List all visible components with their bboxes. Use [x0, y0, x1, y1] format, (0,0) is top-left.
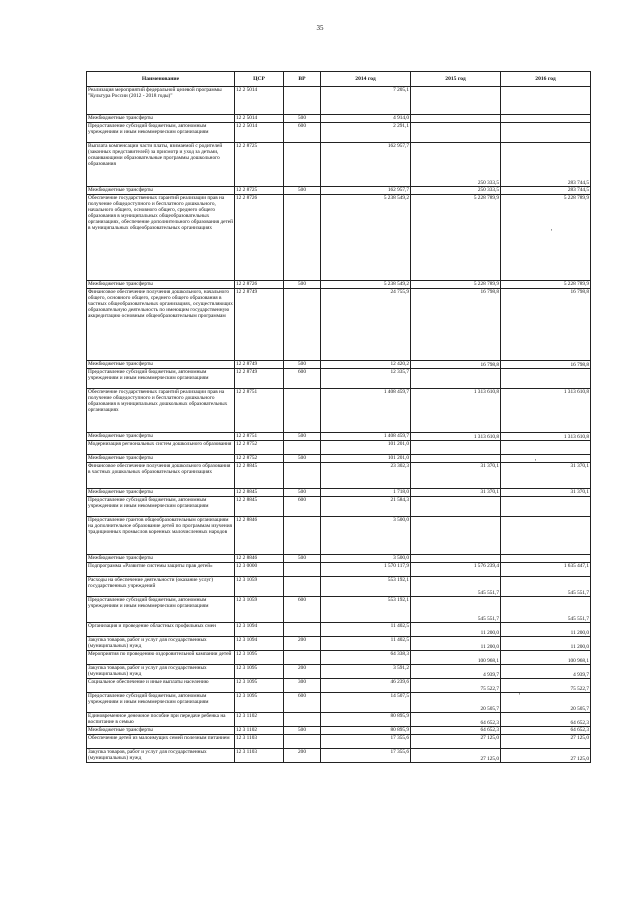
- cell-vr: 600: [284, 369, 321, 389]
- table-row: [87, 497, 591, 517]
- page-number: 35: [316, 24, 324, 32]
- cell-y2015: 20 505,7: [411, 693, 501, 713]
- table-row: [87, 369, 591, 389]
- cell-y2014: 80 895,9: [321, 713, 411, 727]
- cell-y2015: 27 125,0: [411, 735, 501, 749]
- table-row: [87, 87, 591, 115]
- cell-y2015: 31 370,1: [411, 463, 501, 489]
- table-row: [87, 463, 591, 489]
- cell-vr: 300: [284, 679, 321, 693]
- cell-vr: 500: [284, 555, 321, 563]
- cell-y2015: [411, 369, 501, 389]
- table-row: [87, 389, 591, 433]
- cell-vr: 500: [284, 433, 321, 441]
- cell-y2015: 64 652,3: [411, 713, 501, 727]
- cell-y2016: 5 228 789,9: [501, 281, 591, 289]
- table-row: [87, 289, 591, 361]
- cell-vr: [284, 577, 321, 597]
- cell-y2015: 5 228 789,9: [411, 281, 501, 289]
- cell-csr: 12 2 8749: [235, 361, 284, 369]
- cell-name: Обеспечение государственных гарантий реализации прав на получение общедоступного и бесплатного дошкольного образования в муниципальных дошкольных образовательных организациях: [87, 389, 235, 433]
- cell-y2016: [501, 455, 591, 463]
- cell-name: Расходы на обеспечение деятельности (оказание услуг) государственных учреждений: [87, 577, 235, 597]
- cell-y2016: 1 313 610,8: [501, 389, 591, 433]
- cell-y2015: 1 313 610,8: [411, 389, 501, 433]
- table-row: [87, 623, 591, 637]
- cell-y2014: 23 302,3: [321, 463, 411, 489]
- cell-name: Закупка товаров, работ и услуг для государственных (муниципальных) нужд: [87, 749, 235, 763]
- cell-vr: [284, 735, 321, 749]
- cell-csr: 12 2 8752: [235, 441, 284, 455]
- cell-y2015: [411, 87, 501, 115]
- cell-name: Предоставление субсидий бюджетным, автономным учреждениям и иным некоммерческим организациям: [87, 497, 235, 517]
- cell-y2016: 4 939,7: [501, 665, 591, 679]
- cell-y2016: [501, 115, 591, 123]
- cell-csr: 12 3 1094: [235, 637, 284, 651]
- cell-y2015: 31 370,1: [411, 489, 501, 497]
- cell-csr: 12 2 8725: [235, 143, 284, 187]
- cell-y2016: 11 200,0: [501, 623, 591, 637]
- cell-y2015: 11 200,0: [411, 623, 501, 637]
- cell-y2014: 80 895,9: [321, 727, 411, 735]
- cell-y2015: [411, 555, 501, 563]
- cell-vr: 500: [284, 455, 321, 463]
- cell-y2016: [501, 441, 591, 455]
- cell-csr: 12 3 1094: [235, 623, 284, 637]
- pen-mark: ꞌ: [535, 459, 537, 465]
- cell-y2016: 283 744,5: [501, 143, 591, 187]
- cell-y2014: 64 338,3: [321, 651, 411, 665]
- table-row: [87, 455, 591, 463]
- table-row: [87, 727, 591, 735]
- cell-name: Предоставление субсидий бюджетным, автономным учреждениям и иным некоммерческим организациям: [87, 693, 235, 713]
- cell-name: Единовременное денежное пособие при передаче ребенка на воспитание в семью: [87, 713, 235, 727]
- cell-y2016: 75 522,7: [501, 679, 591, 693]
- cell-y2016: 31 370,1: [501, 463, 591, 489]
- table-row: [87, 637, 591, 651]
- cell-csr: 12 2 8752: [235, 455, 284, 463]
- cell-name: Предоставление субсидий бюджетным, автономным учреждениям и иным некоммерческим организациям: [87, 123, 235, 143]
- cell-vr: [284, 623, 321, 637]
- table-row: [87, 361, 591, 369]
- cell-csr: 12 3 1095: [235, 651, 284, 665]
- cell-y2016: [501, 497, 591, 517]
- cell-name: Межбюджетные трансферты: [87, 727, 235, 735]
- cell-vr: [284, 517, 321, 555]
- cell-y2016: 5 228 789,9: [501, 195, 591, 281]
- cell-y2014: 5 238 549,2: [321, 195, 411, 281]
- table-header-row: [87, 72, 591, 87]
- cell-name: Выплата компенсации части платы, взимаемой с родителей (законных представителей) за присмотр и уход за детьми, осваивающими образовательные программы дошкольного образования: [87, 143, 235, 187]
- cell-name: Мероприятия по проведению оздоровительной кампании детей: [87, 651, 235, 665]
- cell-y2015: [411, 497, 501, 517]
- cell-csr: 12 2 8749: [235, 289, 284, 361]
- cell-y2016: [501, 517, 591, 555]
- cell-vr: 500: [284, 361, 321, 369]
- cell-csr: 12 2 8726: [235, 195, 284, 281]
- cell-csr: 12 2 5014: [235, 115, 284, 123]
- cell-y2015: 545 551,7: [411, 597, 501, 623]
- table-row: [87, 517, 591, 555]
- cell-y2015: 11 200,0: [411, 637, 501, 651]
- cell-vr: [284, 713, 321, 727]
- table-row: [87, 713, 591, 727]
- cell-vr: 500: [284, 281, 321, 289]
- cell-y2014: 11 402,5: [321, 623, 411, 637]
- cell-y2015: 545 551,7: [411, 577, 501, 597]
- cell-y2014: 553 192,1: [321, 577, 411, 597]
- cell-csr: 12 2 8726: [235, 281, 284, 289]
- cell-vr: [284, 195, 321, 281]
- cell-vr: 600: [284, 693, 321, 713]
- cell-y2015: 250 333,5: [411, 143, 501, 187]
- cell-y2015: 16 798,8: [411, 289, 501, 361]
- cell-name: Организация и проведение областных профильных смен: [87, 623, 235, 637]
- cell-name: Подпрограмма «Развитие системы защиты прав детей»: [87, 563, 235, 577]
- cell-name: Межбюджетные трансферты: [87, 489, 235, 497]
- table-row: [87, 577, 591, 597]
- cell-name: Обеспечение государственных гарантий реализации прав на получение общедоступного и бесплатного дошкольного, начального общего, основного общего, среднего общего образования в муниципальных общеобразовательных организациях, обеспечение дополнительного образования детей в муниципальных общеобразовательных организациях: [87, 195, 235, 281]
- cell-y2014: 5 238 549,2: [321, 281, 411, 289]
- cell-csr: 12 2 5014: [235, 123, 284, 143]
- cell-y2015: 4 939,7: [411, 665, 501, 679]
- cell-y2016: [501, 369, 591, 389]
- cell-y2015: [411, 115, 501, 123]
- table-row: [87, 441, 591, 455]
- cell-y2014: 24 755,9: [321, 289, 411, 361]
- table-row: [87, 693, 591, 713]
- cell-csr: 12 3 1095: [235, 665, 284, 679]
- table-row: [87, 281, 591, 289]
- cell-name: Социальное обеспечение и иные выплаты населению: [87, 679, 235, 693]
- cell-csr: 12 3 1095: [235, 693, 284, 713]
- cell-name: Предоставление субсидий бюджетным, автономным учреждениям и иным некоммерческим организациям: [87, 369, 235, 389]
- pen-mark: ꞌ: [519, 693, 521, 699]
- cell-y2015: 5 228 789,9: [411, 195, 501, 281]
- cell-y2014: 3 500,0: [321, 517, 411, 555]
- table-row: [87, 187, 591, 195]
- cell-vr: [284, 143, 321, 187]
- cell-y2014: 11 402,5: [321, 637, 411, 651]
- table-row: [87, 665, 591, 679]
- cell-vr: 600: [284, 597, 321, 623]
- cell-y2014: 162 957,7: [321, 187, 411, 195]
- cell-y2016: 16 798,8: [501, 361, 591, 369]
- cell-vr: [284, 651, 321, 665]
- cell-y2016: 1 635 447,1: [501, 563, 591, 577]
- cell-csr: 12 3 1102: [235, 727, 284, 735]
- cell-y2014: 101 201,0: [321, 455, 411, 463]
- cell-vr: [284, 389, 321, 433]
- cell-csr: 12 2 8751: [235, 389, 284, 433]
- cell-y2014: 12 335,7: [321, 369, 411, 389]
- table-row: [87, 115, 591, 123]
- cell-y2014: 7 205,1: [321, 87, 411, 115]
- cell-csr: 12 2 8749: [235, 369, 284, 389]
- cell-y2015: 75 522,7: [411, 679, 501, 693]
- cell-y2016: 20 505,7: [501, 693, 591, 713]
- cell-csr: 12 3 1059: [235, 597, 284, 623]
- cell-csr: 12 2 8846: [235, 517, 284, 555]
- header-vr: ВР: [284, 72, 321, 87]
- table-row: [87, 735, 591, 749]
- cell-vr: 200: [284, 665, 321, 679]
- header-2016: 2016 год: [501, 72, 591, 87]
- table-row: [87, 555, 591, 563]
- table-row: [87, 433, 591, 441]
- cell-csr: 12 2 8845: [235, 497, 284, 517]
- cell-y2016: 11 200,0: [501, 637, 591, 651]
- cell-name: Обеспечение детей из малоимущих семей полезным питанием: [87, 735, 235, 749]
- cell-y2016: [501, 123, 591, 143]
- cell-csr: 12 2 8751: [235, 433, 284, 441]
- cell-y2015: 1 313 610,8: [411, 433, 501, 441]
- cell-name: Реализация мероприятий федеральной целевой программы "Культура России (2012 - 2018 годы)": [87, 87, 235, 115]
- cell-vr: [284, 289, 321, 361]
- cell-vr: [284, 87, 321, 115]
- cell-csr: 12 3 1103: [235, 735, 284, 749]
- cell-vr: 500: [284, 489, 321, 497]
- header-2014: 2014 год: [321, 72, 411, 87]
- cell-y2016: 545 551,7: [501, 597, 591, 623]
- cell-y2014: 101 201,0: [321, 441, 411, 455]
- cell-y2014: 1 718,0: [321, 489, 411, 497]
- table-body: [87, 87, 591, 763]
- table-row: [87, 597, 591, 623]
- table-row: [87, 489, 591, 497]
- cell-y2016: [501, 555, 591, 563]
- table-row: [87, 195, 591, 281]
- table-row: [87, 143, 591, 187]
- cell-y2016: 64 652,3: [501, 727, 591, 735]
- cell-name: Межбюджетные трансферты: [87, 187, 235, 195]
- cell-csr: 12 3 1059: [235, 577, 284, 597]
- cell-y2014: 3 591,2: [321, 665, 411, 679]
- cell-vr: 200: [284, 637, 321, 651]
- cell-y2015: [411, 123, 501, 143]
- cell-name: Предоставление субсидий бюджетным, автономным учреждениям и иным некоммерческим организациям: [87, 597, 235, 623]
- cell-vr: 200: [284, 749, 321, 763]
- cell-y2014: 17 355,6: [321, 749, 411, 763]
- cell-y2015: 100 968,1: [411, 651, 501, 665]
- cell-y2016: 31 370,1: [501, 489, 591, 497]
- cell-csr: 12 2 8725: [235, 187, 284, 195]
- cell-y2015: [411, 441, 501, 455]
- cell-y2014: 1 570 117,9: [321, 563, 411, 577]
- cell-vr: 500: [284, 115, 321, 123]
- cell-y2014: 17 355,6: [321, 735, 411, 749]
- cell-name: Модернизация региональных систем дошкольного образования: [87, 441, 235, 455]
- cell-csr: 12 2 5014: [235, 87, 284, 115]
- cell-name: Финансовое обеспечение получения дошкольного, начального общего, основного общего, среднего общего образования в частных общеобразовательных организациях, осуществляющих образовательную деятельность по имеющим государственную аккредитацию основным общеобразовательным программам: [87, 289, 235, 361]
- cell-name: Межбюджетные трансферты: [87, 555, 235, 563]
- pen-mark: ꞌ: [551, 229, 553, 235]
- table-row: [87, 563, 591, 577]
- cell-csr: 12 3 0000: [235, 563, 284, 577]
- cell-name: Межбюджетные трансферты: [87, 281, 235, 289]
- table-row: [87, 679, 591, 693]
- cell-y2016: 100 968,1: [501, 651, 591, 665]
- cell-name: Предоставление грантов общеобразовательным организациям на дополнительное образование детей по программам изучения традиционных промыслов коренных малочисленных народов: [87, 517, 235, 555]
- cell-y2015: 16 798,8: [411, 361, 501, 369]
- cell-vr: [284, 441, 321, 455]
- cell-y2016: 64 652,3: [501, 713, 591, 727]
- cell-csr: 12 3 1103: [235, 749, 284, 763]
- cell-y2014: 3 500,0: [321, 555, 411, 563]
- cell-name: Финансовое обеспечение получения дошкольного образования в частных дошкольных образовательных организациях: [87, 463, 235, 489]
- header-name: Наименование: [87, 72, 235, 87]
- cell-csr: 12 3 1102: [235, 713, 284, 727]
- cell-y2014: 4 914,0: [321, 115, 411, 123]
- table-row: [87, 651, 591, 665]
- cell-y2016: 16 798,8: [501, 289, 591, 361]
- cell-y2015: 1 576 239,4: [411, 563, 501, 577]
- cell-name: Межбюджетные трансферты: [87, 115, 235, 123]
- table-row: [87, 123, 591, 143]
- cell-csr: 12 2 8846: [235, 555, 284, 563]
- cell-y2014: 2 291,1: [321, 123, 411, 143]
- header-csr: ЦСР: [235, 72, 284, 87]
- cell-y2015: 64 652,3: [411, 727, 501, 735]
- cell-y2015: 27 125,0: [411, 749, 501, 763]
- cell-y2014: 1 408 459,7: [321, 389, 411, 433]
- cell-vr: 600: [284, 497, 321, 517]
- cell-name: Межбюджетные трансферты: [87, 361, 235, 369]
- cell-y2016: [501, 87, 591, 115]
- cell-y2016: 27 125,0: [501, 735, 591, 749]
- cell-vr: [284, 563, 321, 577]
- cell-y2014: 162 957,7: [321, 143, 411, 187]
- table-row: [87, 749, 591, 763]
- cell-y2014: 46 239,6: [321, 679, 411, 693]
- cell-csr: 12 3 1095: [235, 679, 284, 693]
- header-2015: 2015 год: [411, 72, 501, 87]
- cell-name: Межбюджетные трансферты: [87, 433, 235, 441]
- cell-vr: 500: [284, 727, 321, 735]
- budget-table: [86, 71, 591, 763]
- cell-name: Закупка товаров, работ и услуг для государственных (муниципальных) нужд: [87, 665, 235, 679]
- cell-y2014: 14 507,5: [321, 693, 411, 713]
- cell-csr: 12 2 8845: [235, 463, 284, 489]
- cell-y2015: [411, 455, 501, 463]
- cell-csr: 12 2 8845: [235, 489, 284, 497]
- cell-y2014: 553 192,1: [321, 597, 411, 623]
- cell-vr: 600: [284, 123, 321, 143]
- cell-vr: [284, 463, 321, 489]
- cell-y2015: [411, 517, 501, 555]
- cell-name: Межбюджетные трансферты: [87, 455, 235, 463]
- cell-y2016: 27 125,0: [501, 749, 591, 763]
- cell-y2015: 250 333,5: [411, 187, 501, 195]
- cell-y2016: 545 551,7: [501, 577, 591, 597]
- cell-name: Закупка товаров, работ и услуг для государственных (муниципальных) нужд: [87, 637, 235, 651]
- cell-y2016: 283 744,5: [501, 187, 591, 195]
- cell-y2014: 21 584,3: [321, 497, 411, 517]
- cell-vr: 500: [284, 187, 321, 195]
- cell-y2014: 1 408 459,7: [321, 433, 411, 441]
- cell-y2016: 1 313 610,8: [501, 433, 591, 441]
- cell-y2014: 12 420,2: [321, 361, 411, 369]
